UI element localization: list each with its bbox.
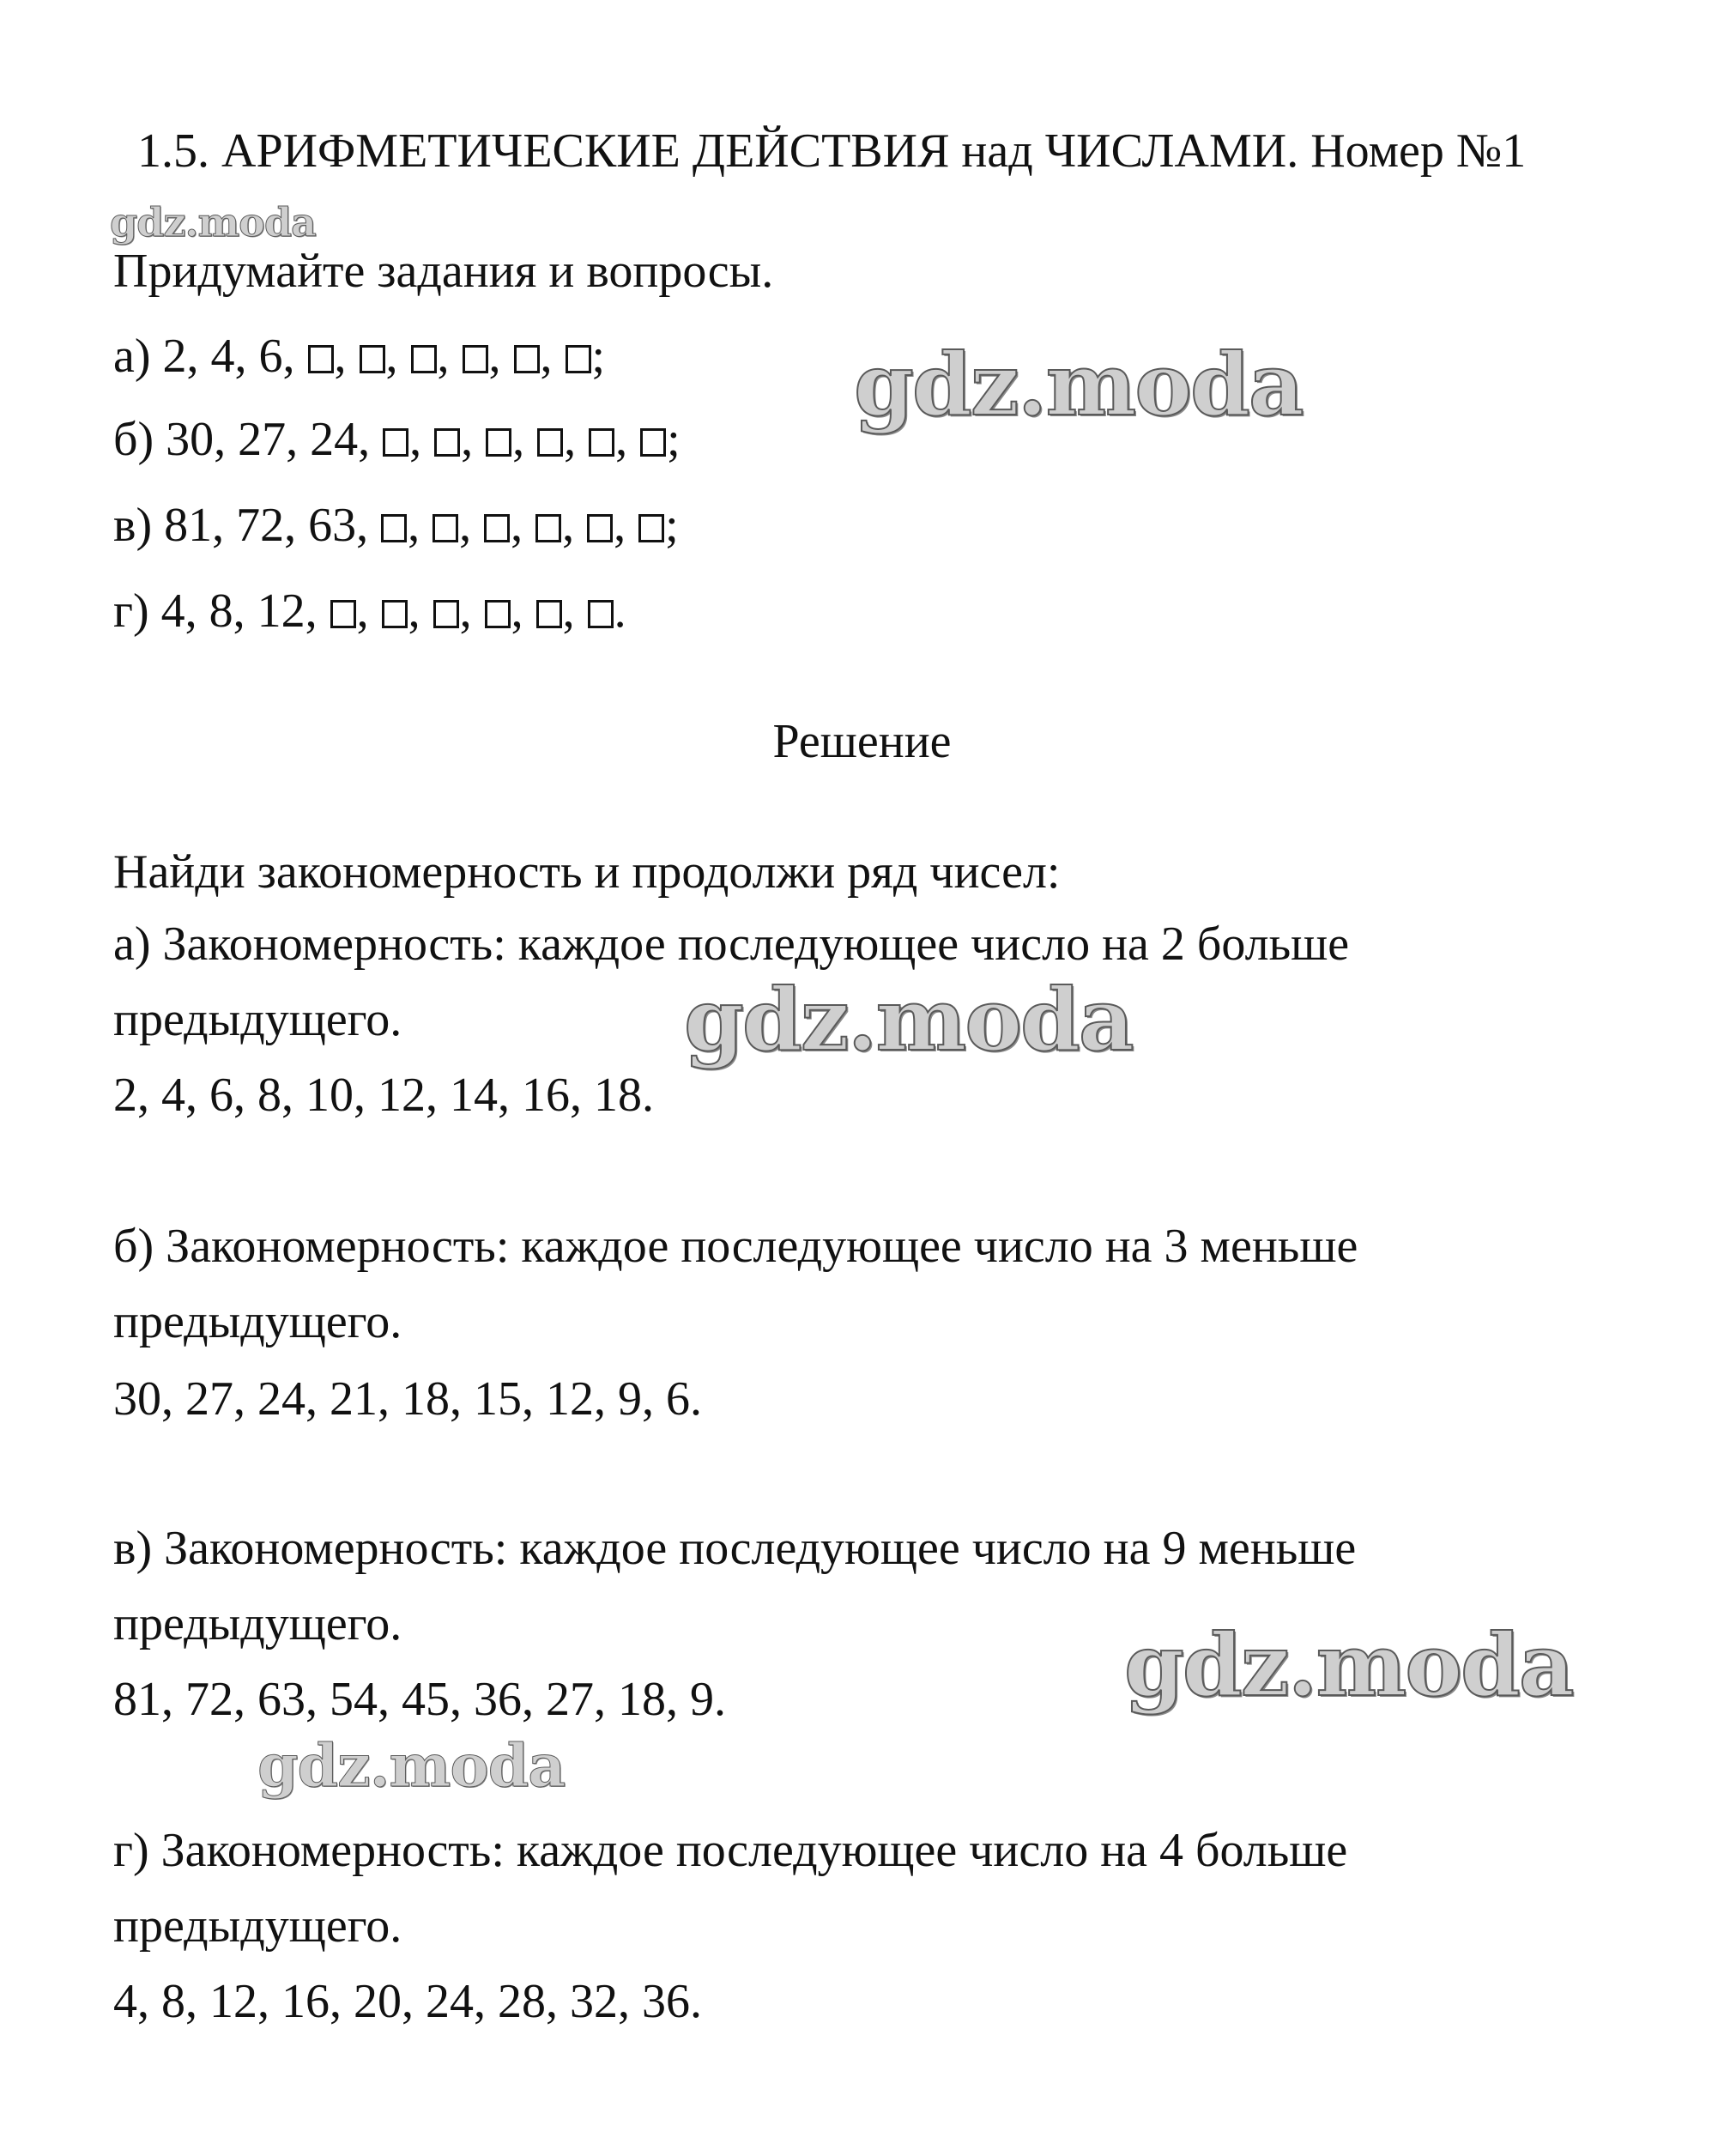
blank-box [486,428,511,457]
solution-d-rule-cont: предыдущего. [113,1899,402,1953]
blank-box [588,600,614,628]
blank-box [589,428,614,457]
blank-box [411,345,437,373]
task-item-d: г) 4, 8, 12, , , , , , . [113,584,626,638]
task-item-b: б) 30, 27, 24, , , , , , ; [113,413,681,466]
task-item-a-ending: ; [591,330,606,383]
blank-box [360,345,385,373]
solution-b-rule-cont: предыдущего. [113,1295,402,1348]
blank-box [463,345,488,373]
solution-heading: Решение [772,715,952,768]
watermark: gdz.moda [257,1732,566,1801]
blank-box [485,600,511,628]
page-title: 1.5. АРИФМЕТИЧЕСКИЕ ДЕЙСТВИЯ над ЧИСЛАМИ. Номер №1 [137,124,1527,178]
watermark: gdz.moda [854,334,1303,435]
solution-b-sequence: 30, 27, 24, 21, 18, 15, 12, 9, 6. [113,1372,702,1426]
blank-box [484,514,510,542]
blank-box [383,428,408,457]
watermark: gdz.moda [684,969,1133,1070]
blank-box [330,600,356,628]
solution-c-sequence: 81, 72, 63, 54, 45, 36, 27, 18, 9. [113,1673,726,1726]
blank-box [434,428,460,457]
blank-box [640,428,666,457]
blank-box [433,600,459,628]
solution-d-rule: г) Закономерность: каждое последующее число на 4 больше [113,1824,1348,1877]
blank-box [537,428,563,457]
blank-box [536,600,562,628]
solution-a-sequence: 2, 4, 6, 8, 10, 12, 14, 16, 18. [113,1069,654,1122]
blank-box [381,514,407,542]
task-item-b-ending: ; [667,413,681,466]
solution-b-rule: б) Закономерность: каждое последующее число на 3 меньше [113,1220,1358,1273]
solution-a-rule: а) Закономерность: каждое последующее число на 2 больше [113,918,1350,971]
blank-box [535,514,561,542]
task-item-a: а) 2, 4, 6, , , , , , ; [113,330,606,383]
blank-box [308,345,334,373]
watermark: gdz.moda [110,199,316,245]
task-item-c: в) 81, 72, 63, , , , , , ; [113,499,679,552]
blank-box [587,514,613,542]
blank-box [566,345,591,373]
task-item-d-prefix: г) 4, 8, 12, [113,584,330,638]
task-item-b-prefix: б) 30, 27, 24, [113,413,383,466]
solution-c-rule-cont: предыдущего. [113,1597,402,1650]
blank-box [433,514,458,542]
task-item-d-ending: . [614,584,626,638]
task-instruction: Придумайте задания и вопросы. [113,245,774,298]
task-item-c-ending: ; [665,499,679,552]
solution-intro: Найди закономерность и продолжи ряд чисел: [113,845,1061,899]
blank-box [514,345,540,373]
solution-d-sequence: 4, 8, 12, 16, 20, 24, 28, 32, 36. [113,1975,702,2028]
task-item-a-prefix: а) 2, 4, 6, [113,330,307,383]
blank-box [638,514,664,542]
watermark: gdz.moda [1124,1614,1573,1716]
blank-box [382,600,408,628]
solution-a-rule-cont: предыдущего. [113,993,402,1046]
solution-c-rule: в) Закономерность: каждое последующее число на 9 меньше [113,1522,1357,1575]
task-item-c-prefix: в) 81, 72, 63, [113,499,381,552]
